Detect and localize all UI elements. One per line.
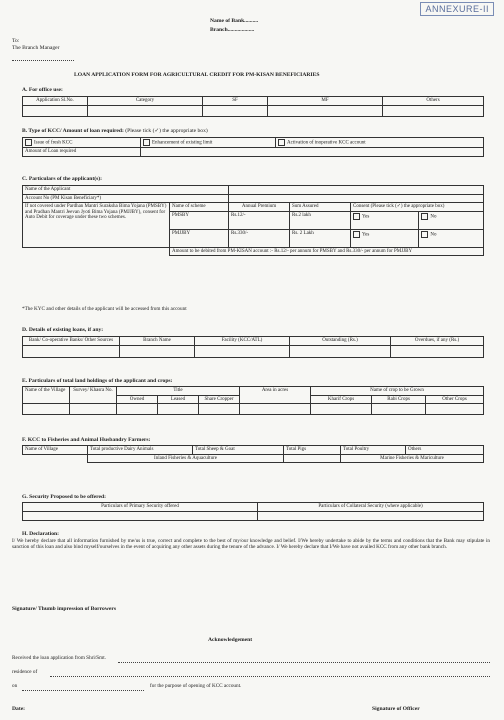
recipient: The Branch Manager xyxy=(12,45,60,51)
insurance-consent-text: If not covered under Pardhan Mantri Suraksha Bima Yojana (PMSBY) and Pradhan Mantri Jeevan Jyoti Bima Yojana (PMJJBY), consent for Auto Debit for coverage under these two schemes. xyxy=(23,203,170,248)
col-application-no: Application Sl.No. xyxy=(23,97,88,106)
section-f-heading: F. KCC to Fisheries and Animal Husbandry Farmers: xyxy=(22,437,151,443)
pmsby-sum: Rs.2 lakh xyxy=(290,211,351,229)
col-title: Title xyxy=(117,387,240,396)
debit-note: Amount to be debited from PM-KISAN account :- Rs.12/- per annum for PMSBY and Rs.330/- per annum for PMJJBY xyxy=(170,247,484,256)
section-h-heading: H. Declaration: xyxy=(22,531,59,537)
col-facility: Facility (KCC/ATL) xyxy=(195,337,290,346)
kyc-footnote: *The KYC and other details of the applicant will be accessed from this account xyxy=(22,306,187,312)
loan-amount-field[interactable] xyxy=(141,148,484,157)
col-fh-others: Others xyxy=(406,446,484,455)
col-sum-assured: Sum Assured xyxy=(290,203,351,212)
col-other-crops: Other Crops xyxy=(426,395,484,404)
ack-residence-label: residence of xyxy=(12,669,38,675)
form-title: LOAN APPLICATION FORM FOR AGRICULTURAL CREDIT FOR PM-KISAN BENEFICIARIES xyxy=(74,72,320,78)
date-label: Date: xyxy=(12,706,26,712)
account-no-label: Account No (PM Kisan Beneficiary*) xyxy=(23,194,229,203)
pmjjby-yes-checkbox[interactable] xyxy=(353,231,360,238)
officer-signature-label: Signature of Officer xyxy=(372,706,420,712)
ack-date-line[interactable] xyxy=(22,690,144,691)
pmsby-yes-checkbox[interactable] xyxy=(353,213,360,220)
section-b-heading: B. Type of KCC/ Amount of loan required: (Please tick (✓) the appropriate box) xyxy=(22,128,208,134)
enhancement-checkbox[interactable] xyxy=(143,139,150,146)
col-inland: Inland Fisheries & Aquaculture xyxy=(88,454,284,463)
col-bank: Bank/ Co-operative Banks/ Other Sources xyxy=(23,337,120,346)
pmjjby-premium: Rs.330/- xyxy=(229,229,290,247)
col-marine: Marine Fisheries & Mariculture xyxy=(341,454,484,463)
pmsby-scheme: PMSBY xyxy=(170,211,229,229)
col-collateral-security: Particulars of Collateral Security (where applicable) xyxy=(258,503,484,512)
col-pigs: Total Pigs xyxy=(284,446,341,455)
applicant-name-label: Name of the Applicant xyxy=(23,186,229,195)
col-crop: Name of crop to be Grown xyxy=(311,387,484,396)
section-e-heading: E. Particulars of total land holdings of the applicant and crops: xyxy=(22,378,173,384)
fisheries-table xyxy=(22,445,484,463)
to-label: To: xyxy=(12,38,20,44)
col-premium: Annual Premium xyxy=(229,203,290,212)
col-sf: SF xyxy=(203,97,268,106)
col-rabi: Rabi Crops xyxy=(372,395,426,404)
ack-name-line[interactable] xyxy=(118,662,490,663)
col-dairy: Total productive Dairy Animals xyxy=(88,446,193,455)
ack-on-label: on xyxy=(12,683,18,689)
land-holdings-table xyxy=(22,386,484,415)
section-c-heading: C. Particulars of the applicant(s): xyxy=(22,176,103,182)
col-owned: Owned xyxy=(117,395,158,404)
col-survey: Survey/ Khasra No. xyxy=(70,387,117,404)
activation-checkbox[interactable] xyxy=(278,139,285,146)
pmjjby-sum: Rs. 2 Lakh xyxy=(290,229,351,247)
col-kharif: Kharif Crops xyxy=(311,395,372,404)
enhancement-label: Enhancement of existing limit xyxy=(152,140,213,146)
col-others: Others xyxy=(383,97,484,106)
account-no-field[interactable] xyxy=(229,194,484,203)
security-table xyxy=(22,502,484,521)
address-line xyxy=(12,60,74,61)
ack-heading: Acknowledgement xyxy=(208,637,253,643)
ack-residence-line[interactable] xyxy=(50,676,490,677)
col-mf: MF xyxy=(268,97,383,106)
ack-received-label: Received the loan application from Shri/Smt. xyxy=(12,655,106,661)
fresh-kcc-label: Issue of fresh KCC xyxy=(34,140,73,146)
col-scheme: Name of scheme xyxy=(170,203,229,212)
ack-purpose-text: for the purpose of opening of KCC account. xyxy=(150,683,242,689)
activation-label: Activation of inoperative KCC account xyxy=(287,140,366,146)
col-consent: Consent (Please tick (✓) the appropriate box) xyxy=(351,203,484,212)
col-area: Area in acres xyxy=(240,387,311,404)
fresh-kcc-checkbox[interactable] xyxy=(25,139,32,146)
section-d-heading: D. Details of existing loans, if any: xyxy=(22,327,104,333)
col-leased: Leased xyxy=(158,395,199,404)
col-sheep: Total Sheep & Goat xyxy=(193,446,284,455)
applicant-table: Name of the Applicant Account No (PM Kisan Beneficiary*) If not covered under Pardhan Mantri Suraksha Bima Yojana (PMSBY) and Pradhan Mantri Jeevan Jyoti Bima Yojana (PMJJBY), consent for Auto Debit for coverage under these two schemes. Name of scheme Annual Premium Sum Assured Consent (Please tick (✓) the appropriate box) PMSBY Rs.12/- Rs.2 lakh Yes No PMJJBY Rs.330/- Rs. 2 Lakh Yes No Amount to be debited from PM-KISAN account :- Rs.12/- per annum for PMSBY and Rs.330/- per annum for PMJJBY xyxy=(22,185,484,256)
branch-label: Branch................... xyxy=(210,27,255,33)
pmsby-premium: Rs.12/- xyxy=(229,211,290,229)
col-category: Category xyxy=(88,97,203,106)
applicant-name-field[interactable] xyxy=(229,186,484,195)
section-g-heading: G. Security Proposed to be offered: xyxy=(22,494,106,500)
col-village: Name of the Village xyxy=(23,387,70,404)
col-poultry: Total Poultry xyxy=(341,446,406,455)
kcc-type-table xyxy=(22,137,484,157)
bank-name-label: Name of Bank.......... xyxy=(210,18,259,24)
office-use-table xyxy=(22,96,484,117)
borrower-signature-label: Signature/ Thumb impression of Borrowers xyxy=(12,606,117,612)
col-share-cropper: Share Cropper xyxy=(199,395,240,404)
section-a-heading: A. For office use: xyxy=(22,87,63,93)
col-branch: Branch Name xyxy=(120,337,195,346)
existing-loans-table xyxy=(22,336,484,358)
declaration-text: I/ We hereby declare that all information furnished by me/us is true, correct and complete to the best of my/our knowledge and belief. I/We hereby undertake to abide by the terms and conditions that the Bank may stipulate in sanction of this loan and also bind myself/ourselves in the event of acquiring any other assets during the tenure of the advance. I/ We hereby declare that I/We have not availed KCC from any other bank branch. xyxy=(12,538,490,550)
annexure-label: ANNEXURE-II xyxy=(420,2,494,16)
loan-amount-label: Amount of Loan required xyxy=(23,148,141,157)
col-primary-security: Particulars of Primary Security offered xyxy=(23,503,258,512)
pmjjby-no-checkbox[interactable] xyxy=(421,231,428,238)
pmjjby-scheme: PMJJBY xyxy=(170,229,229,247)
col-outstanding: Outstanding (Rs.) xyxy=(290,337,391,346)
pmsby-no-checkbox[interactable] xyxy=(421,213,428,220)
section-b-note: (Please tick (✓) the appropriate box) xyxy=(125,128,208,134)
col-fh-village: Name of Village xyxy=(23,446,88,455)
col-overdues: Overdues, if any (Rs.) xyxy=(391,337,484,346)
